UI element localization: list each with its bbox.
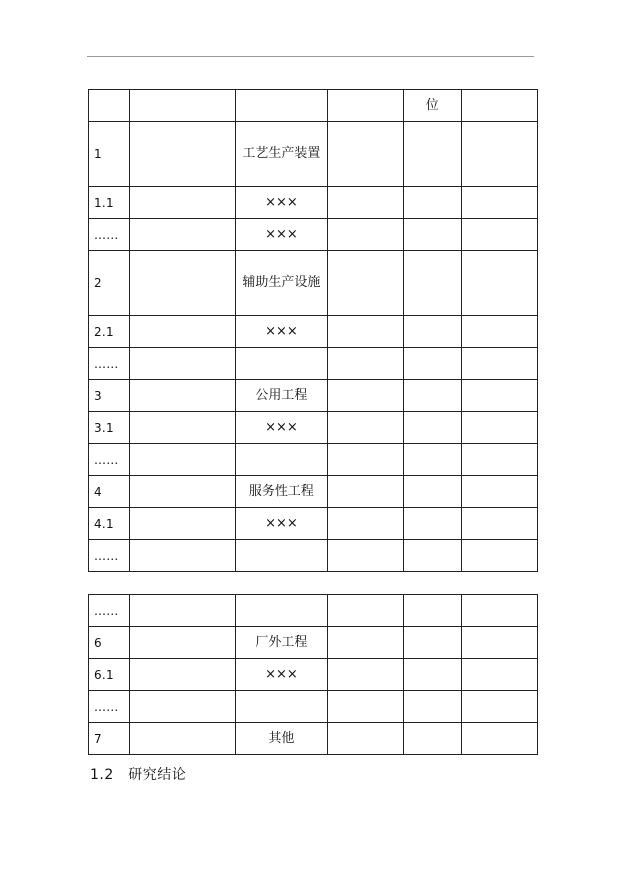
item-name-cell: 服务性工程 bbox=[236, 476, 327, 508]
table-row bbox=[89, 691, 538, 723]
empty-cell bbox=[130, 251, 236, 316]
estimate-table-bottom bbox=[88, 594, 538, 755]
empty-cell bbox=[130, 476, 236, 508]
item-number-cell: 4 bbox=[89, 476, 130, 508]
item-name-cell bbox=[236, 348, 327, 380]
empty-cell bbox=[461, 187, 537, 219]
empty-cell bbox=[327, 508, 403, 540]
table-row bbox=[89, 380, 538, 412]
table-row bbox=[89, 219, 538, 251]
header-cell bbox=[461, 90, 537, 122]
empty-cell bbox=[130, 316, 236, 348]
table-row bbox=[89, 348, 538, 380]
empty-cell bbox=[327, 659, 403, 691]
empty-cell bbox=[327, 122, 403, 187]
empty-cell bbox=[461, 316, 537, 348]
item-number-cell: 3 bbox=[89, 380, 130, 412]
empty-cell bbox=[327, 251, 403, 316]
empty-cell bbox=[327, 627, 403, 659]
item-number-cell: 2.1 bbox=[89, 316, 130, 348]
item-number-cell: …… bbox=[89, 444, 130, 476]
item-name-cell: 工艺生产装置 bbox=[236, 122, 327, 187]
empty-cell bbox=[130, 659, 236, 691]
empty-cell bbox=[327, 348, 403, 380]
item-number-cell: 6 bbox=[89, 627, 130, 659]
empty-cell bbox=[403, 444, 461, 476]
table-row bbox=[89, 444, 538, 476]
item-number-cell: …… bbox=[89, 595, 130, 627]
empty-cell bbox=[461, 595, 537, 627]
table-row bbox=[89, 723, 538, 755]
table-row bbox=[89, 659, 538, 691]
empty-cell bbox=[130, 540, 236, 572]
empty-cell bbox=[403, 380, 461, 412]
empty-cell bbox=[403, 476, 461, 508]
empty-cell bbox=[130, 348, 236, 380]
item-name-cell bbox=[236, 595, 327, 627]
item-name-cell: 厂外工程 bbox=[236, 627, 327, 659]
estimate-table-top bbox=[88, 89, 538, 572]
item-name-cell: ××× bbox=[236, 219, 327, 251]
empty-cell bbox=[403, 508, 461, 540]
item-number-cell: 6.1 bbox=[89, 659, 130, 691]
table-row bbox=[89, 595, 538, 627]
table-row bbox=[89, 476, 538, 508]
table-row bbox=[89, 412, 538, 444]
empty-cell bbox=[461, 412, 537, 444]
item-name-cell: 公用工程 bbox=[236, 380, 327, 412]
empty-cell bbox=[130, 691, 236, 723]
empty-cell bbox=[130, 380, 236, 412]
header-cell: 位 bbox=[403, 90, 461, 122]
empty-cell bbox=[403, 348, 461, 380]
empty-cell bbox=[130, 412, 236, 444]
item-name-cell bbox=[236, 444, 327, 476]
empty-cell bbox=[130, 508, 236, 540]
empty-cell bbox=[461, 122, 537, 187]
table-row bbox=[89, 627, 538, 659]
item-name-cell: 辅助生产设施 bbox=[236, 251, 327, 316]
table-row bbox=[89, 187, 538, 219]
table-header-row bbox=[89, 90, 538, 122]
empty-cell bbox=[461, 627, 537, 659]
empty-cell bbox=[403, 412, 461, 444]
empty-cell bbox=[403, 316, 461, 348]
item-name-cell bbox=[236, 691, 327, 723]
empty-cell bbox=[327, 540, 403, 572]
empty-cell bbox=[461, 476, 537, 508]
header-cell bbox=[327, 90, 403, 122]
item-name-cell: ××× bbox=[236, 508, 327, 540]
empty-cell bbox=[327, 723, 403, 755]
table-row bbox=[89, 540, 538, 572]
empty-cell bbox=[461, 380, 537, 412]
empty-cell bbox=[403, 659, 461, 691]
empty-cell bbox=[403, 595, 461, 627]
empty-cell bbox=[327, 316, 403, 348]
table-row bbox=[89, 508, 538, 540]
empty-cell bbox=[327, 412, 403, 444]
item-name-cell bbox=[236, 540, 327, 572]
empty-cell bbox=[461, 219, 537, 251]
empty-cell bbox=[461, 723, 537, 755]
header-cell bbox=[89, 90, 130, 122]
item-number-cell: 3.1 bbox=[89, 412, 130, 444]
table-row bbox=[89, 251, 538, 316]
empty-cell bbox=[403, 540, 461, 572]
empty-cell bbox=[403, 251, 461, 316]
empty-cell bbox=[130, 187, 236, 219]
empty-cell bbox=[327, 380, 403, 412]
item-number-cell: …… bbox=[89, 691, 130, 723]
item-number-cell: 1.1 bbox=[89, 187, 130, 219]
item-number-cell: …… bbox=[89, 219, 130, 251]
item-name-cell: ××× bbox=[236, 412, 327, 444]
empty-cell bbox=[327, 219, 403, 251]
table-row bbox=[89, 316, 538, 348]
empty-cell bbox=[130, 723, 236, 755]
empty-cell bbox=[403, 691, 461, 723]
header-rule bbox=[87, 56, 534, 57]
empty-cell bbox=[327, 187, 403, 219]
empty-cell bbox=[461, 508, 537, 540]
empty-cell bbox=[130, 444, 236, 476]
item-number-cell: …… bbox=[89, 540, 130, 572]
header-cell bbox=[236, 90, 327, 122]
empty-cell bbox=[130, 595, 236, 627]
empty-cell bbox=[461, 444, 537, 476]
item-number-cell: 4.1 bbox=[89, 508, 130, 540]
empty-cell bbox=[461, 659, 537, 691]
item-number-cell: 1 bbox=[89, 122, 130, 187]
item-number-cell: 7 bbox=[89, 723, 130, 755]
empty-cell bbox=[461, 348, 537, 380]
empty-cell bbox=[403, 723, 461, 755]
empty-cell bbox=[403, 627, 461, 659]
empty-cell bbox=[130, 122, 236, 187]
empty-cell bbox=[327, 444, 403, 476]
empty-cell bbox=[327, 691, 403, 723]
table-row bbox=[89, 122, 538, 187]
empty-cell bbox=[461, 540, 537, 572]
empty-cell bbox=[130, 627, 236, 659]
item-name-cell: ××× bbox=[236, 659, 327, 691]
empty-cell bbox=[327, 595, 403, 627]
section-heading: 1.2 研究结论 bbox=[90, 767, 187, 783]
item-name-cell: 其他 bbox=[236, 723, 327, 755]
empty-cell bbox=[461, 251, 537, 316]
header-cell bbox=[130, 90, 236, 122]
empty-cell bbox=[461, 691, 537, 723]
empty-cell bbox=[403, 187, 461, 219]
item-name-cell: ××× bbox=[236, 316, 327, 348]
empty-cell bbox=[327, 476, 403, 508]
item-number-cell: 2 bbox=[89, 251, 130, 316]
item-name-cell: ××× bbox=[236, 187, 327, 219]
empty-cell bbox=[403, 219, 461, 251]
item-number-cell: …… bbox=[89, 348, 130, 380]
empty-cell bbox=[403, 122, 461, 187]
empty-cell bbox=[130, 219, 236, 251]
